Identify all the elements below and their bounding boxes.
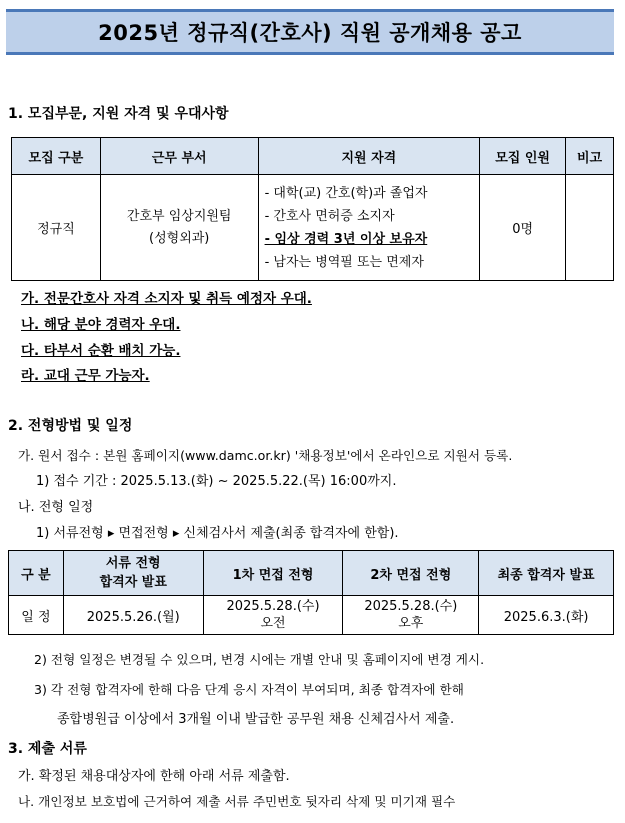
cell-qualifications	[258, 175, 480, 281]
page-title: 2025년 정규직(간호사) 직원 공개채용 공고	[98, 21, 522, 45]
qualification-item: - 대학(교) 간호(학)과 졸업자	[264, 185, 428, 201]
date-document: 2025.5.26.(월)	[63, 596, 203, 635]
application-period: 1) 접수 기간 : 2025.5.13.(화) ~ 2025.5.22.(목) 16:00까지.	[36, 474, 397, 489]
schedule-note-2: 2) 전형 일정은 변경될 수 있으며, 변경 시에는 개별 안내 및 홈페이지에 변경 게시.	[34, 652, 485, 667]
header-qualifications: 지원 자격	[258, 138, 480, 175]
date-interview-2	[343, 596, 479, 635]
documents-line-a: 가. 확정된 채용대상자에 한해 아래 서류 제출함.	[18, 769, 290, 784]
header-document-screening-line2: 합격자 발표	[99, 575, 167, 590]
preference-item: 가. 전문간호사 자격 소지자 및 취득 예정자 우대.	[21, 291, 312, 307]
header-dept: 근무 부서	[100, 138, 258, 175]
schedule-heading: 나. 전형 일정	[18, 500, 94, 515]
section-2-heading: 2. 전형방법 및 일정	[8, 418, 133, 434]
schedule-note-3: 3) 각 전형 합격자에 한해 다음 단계 응시 자격이 부여되며, 최종 합격자에 한해	[34, 682, 464, 697]
schedule-table-header	[9, 551, 614, 596]
date-interview-1	[203, 596, 343, 635]
documents-line-b: 나. 개인정보 보호법에 근거하여 제출 서류 주민번호 뒷자리 삭제 및 미기재 필수	[18, 794, 456, 809]
schedule-table	[8, 550, 614, 635]
recruitment-table-header	[12, 138, 614, 175]
header-document-screening	[63, 551, 203, 596]
section-3-heading: 3. 제출 서류	[8, 741, 87, 757]
cell-count: 0명	[480, 175, 566, 281]
schedule-steps: 1) 서류전형 ▸ 면접전형 ▸ 신체검사서 제출(최종 합격자에 한함).	[36, 526, 399, 541]
preference-item: 나. 해당 분야 경력자 우대.	[21, 317, 181, 333]
preference-item: 다. 타부서 순환 배치 가능.	[21, 343, 181, 359]
qualification-item-emphasis: - 임상 경력 3년 이상 보유자	[264, 231, 428, 247]
dept-name: 간호부 임상지원팀	[126, 208, 232, 224]
recruitment-table	[11, 137, 614, 281]
cell-dept	[100, 175, 258, 281]
cell-note	[566, 175, 614, 281]
header-document-screening-line1: 서류 전형	[105, 556, 161, 571]
row-label-schedule: 일 정	[9, 596, 64, 635]
date-interview-2-time: 오후	[398, 616, 424, 631]
preference-item: 라. 교대 근무 가능자.	[21, 368, 150, 384]
cell-category: 정규직	[12, 175, 101, 281]
table-row	[12, 175, 614, 281]
title-banner	[6, 9, 614, 55]
header-category: 모집 구분	[12, 138, 101, 175]
header-note: 비고	[566, 138, 614, 175]
header-final-announcement: 최종 합격자 발표	[479, 551, 614, 596]
header-interview-1: 1차 면접 전형	[203, 551, 343, 596]
application-line: 가. 원서 접수 : 본원 홈페이지(www.damc.or.kr) '채용정보'에서 온라인으로 지원서 등록.	[18, 448, 513, 463]
qualification-item: - 간호사 면허증 소지자	[264, 208, 395, 224]
section-1-heading: 1. 모집부문, 지원 자격 및 우대사항	[8, 106, 229, 122]
date-interview-2-date: 2025.5.28.(수)	[364, 599, 458, 614]
header-division: 구 분	[9, 551, 64, 596]
qualification-item: - 남자는 병역필 또는 면제자	[264, 254, 424, 270]
table-row	[9, 596, 614, 635]
date-final: 2025.6.3.(화)	[479, 596, 614, 635]
date-interview-1-time: 오전	[260, 616, 286, 631]
date-interview-1-date: 2025.5.28.(수)	[226, 599, 320, 614]
header-interview-2: 2차 면접 전형	[343, 551, 479, 596]
dept-subname: (성형외과)	[149, 230, 210, 246]
header-count: 모집 인원	[480, 138, 566, 175]
schedule-note-3-cont: 종합병원급 이상에서 3개월 이내 발급한 공무원 채용 신체검사서 제출.	[57, 712, 455, 727]
